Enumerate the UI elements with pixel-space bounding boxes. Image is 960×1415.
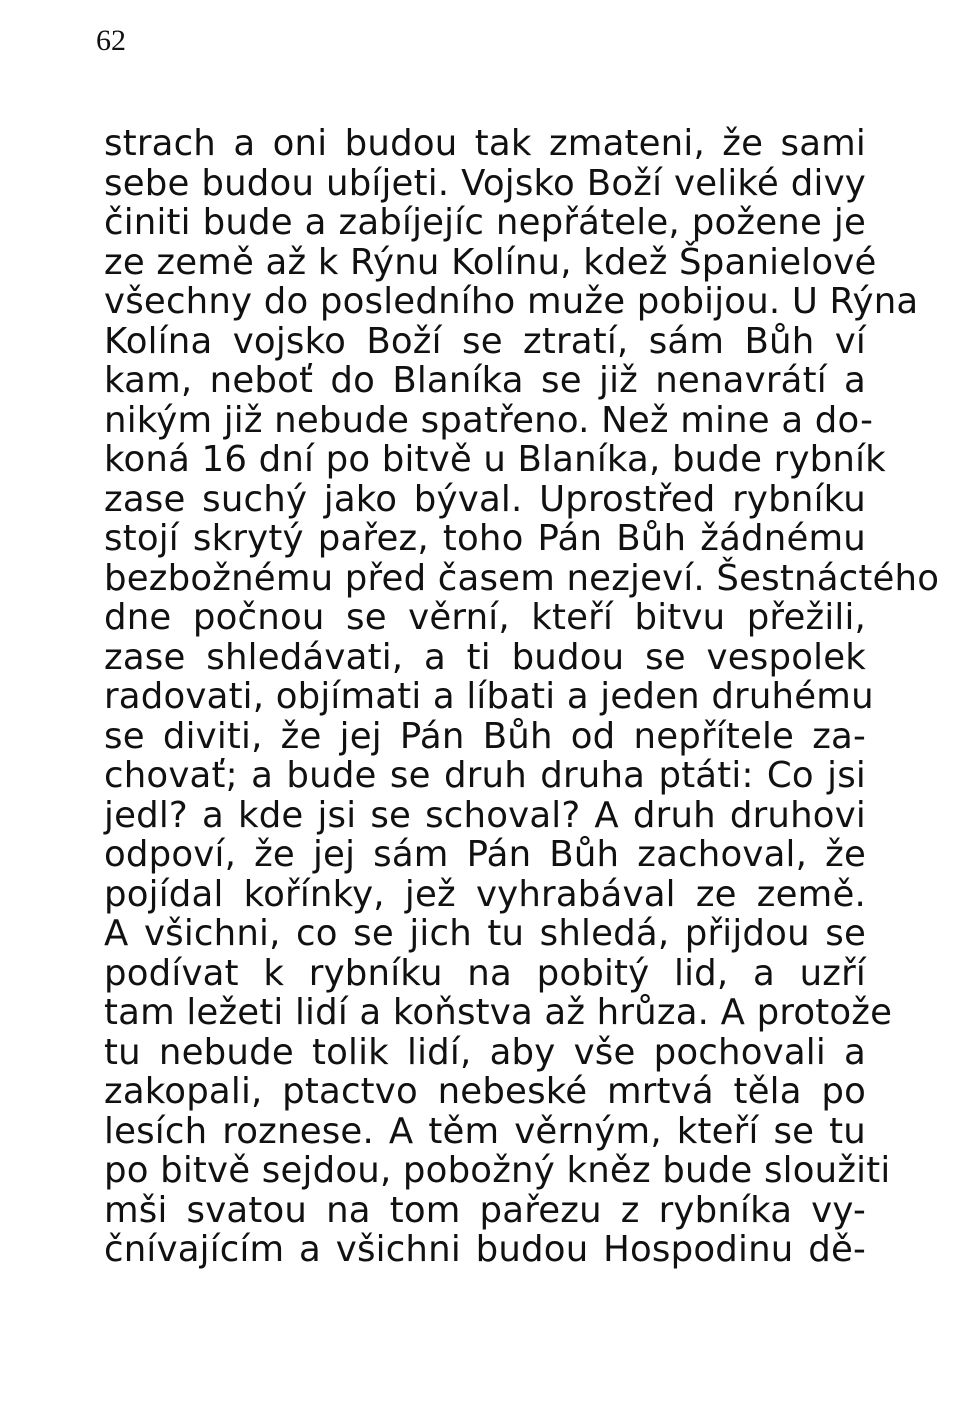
text-line: stojí skrytý pařez, toho Pán Bůh žádnému	[104, 518, 866, 559]
text-line: ze země až k Rýnu Kolínu, kdež Španielové	[104, 241, 877, 283]
text-line: zakopali, ptactvo nebeské mrtvá těla po	[104, 1071, 866, 1112]
text-line: koná 16 dní po bitvě u Blaníka, bude rybník	[104, 439, 886, 480]
text-line: pojídal kořínky, jež vyhrabával ze země.	[104, 873, 866, 915]
text-line: zase suchý jako býval. Uprostřed rybníku	[104, 478, 866, 520]
text-line: se diviti, že jej Pán Bůh od nepřítele za-	[104, 715, 866, 757]
text-line: nikým již nebude spatřeno. Než mine a do-	[104, 399, 874, 441]
text-line: podívat k rybníku na pobitý lid, a uzří	[104, 952, 866, 994]
text-line: lesích roznese. A těm věrným, kteří se tu	[104, 1110, 866, 1152]
text-line: po bitvě sejdou, pobožný kněz bude sloužiti	[104, 1150, 891, 1191]
body-text	[104, 123, 940, 1270]
text-line: čnívajícím a všichni budou Hospodinu dě-	[104, 1229, 866, 1270]
text-line: bezbožnému před časem nezjeví. Šestnáctého	[104, 557, 940, 599]
text-line: tam ležeti lidí a koňstva až hrůza. A protože	[104, 992, 893, 1033]
text-line: sebe budou ubíjeti. Vojsko Boží veliké divy	[104, 162, 866, 204]
text-line: jedl? a kde jsi se schoval? A druh druhovi	[104, 794, 866, 836]
page-number: 62	[96, 24, 126, 57]
text-line: kam, neboť do Blaníka se již nenavrátí a	[104, 360, 866, 401]
text-line: činiti bude a zabíjejíc nepřátele, požene je	[104, 202, 866, 243]
text-line: dne počnou se věrní, kteří bitvu přežili,	[104, 597, 866, 638]
text-line: mši svatou na tom pařezu z rybníka vy-	[104, 1189, 866, 1231]
text-line: A všichni, co se jich tu shledá, přijdou se	[104, 913, 866, 954]
text-line: všechny do posledního muže pobijou. U Rýna	[104, 281, 919, 322]
text-line: odpoví, že jej sám Pán Bůh zachoval, že	[104, 834, 866, 875]
text-line: zase shledávati, a ti budou se vespolek	[104, 636, 866, 678]
text-line: tu nebude tolik lidí, aby vše pochovali a	[104, 1031, 866, 1073]
text-line: strach a oni budou tak zmateni, že sami	[104, 123, 866, 164]
text-line: Kolína vojsko Boží se ztratí, sám Bůh ví	[104, 320, 866, 362]
text-line: radovati, objímati a líbati a jeden druhému	[104, 676, 874, 717]
text-line: chovať; a bude se druh druha ptáti: Co jsi	[104, 755, 866, 796]
